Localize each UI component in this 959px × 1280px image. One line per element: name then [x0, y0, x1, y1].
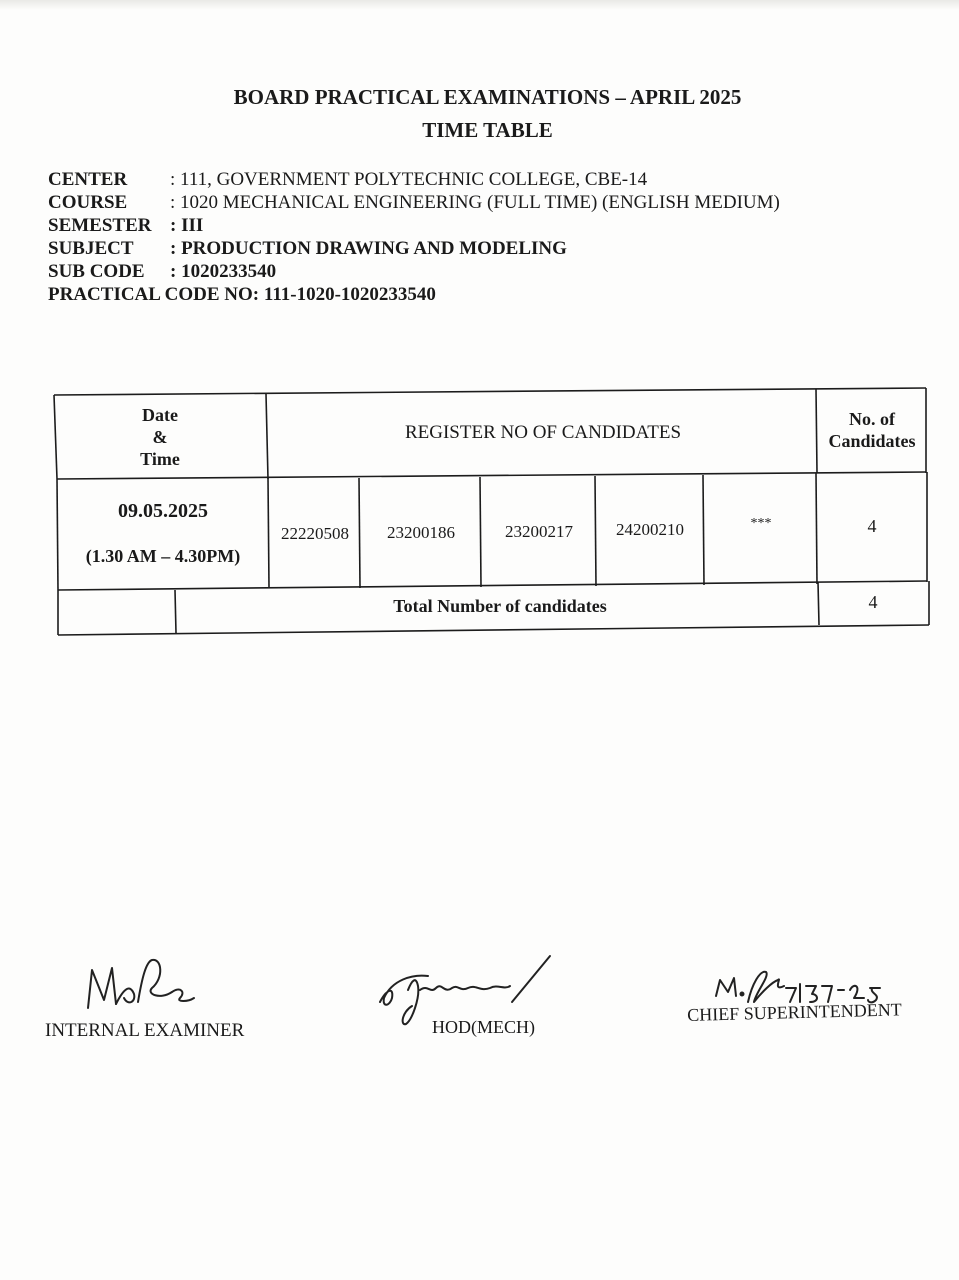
- register-number: 22220508: [281, 524, 349, 543]
- header-time: Time: [140, 449, 180, 469]
- header-register: REGISTER NO OF CANDIDATES: [404, 422, 682, 443]
- center-row: [48, 168, 780, 191]
- header-count-line1: No. of: [849, 409, 895, 429]
- exam-date: 09.05.2025: [118, 500, 208, 522]
- exam-details: [48, 168, 780, 306]
- internal-examiner-label: INTERNAL EXAMINER: [45, 1020, 245, 1041]
- scan-edge: [0, 0, 959, 10]
- semester-label: SEMESTER: [48, 215, 152, 236]
- course-row: [48, 191, 780, 214]
- subcode-label: SUB CODE: [48, 261, 145, 282]
- header-date: Date: [142, 405, 178, 425]
- course-value: : 1020 MECHANICAL ENGINEERING (FULL TIME) (ENGLISH MEDIUM): [170, 192, 780, 213]
- subject-row: [48, 237, 780, 260]
- subject-label: SUBJECT: [48, 238, 134, 259]
- total-label: Total Number of candidates: [393, 596, 607, 616]
- center-label: CENTER: [48, 169, 128, 190]
- subcode-value: : 1020233540: [170, 261, 277, 282]
- internal-examiner-signature: [80, 948, 200, 1018]
- document-title: BOARD PRACTICAL EXAMINATIONS – APRIL 2025: [233, 85, 742, 109]
- header-count-line2: Candidates: [828, 431, 916, 451]
- chief-superintendent-label: CHIEF SUPERINTENDENT: [687, 999, 902, 1025]
- subject-value: : PRODUCTION DRAWING AND MODELING: [170, 238, 567, 259]
- center-value: : 111, GOVERNMENT POLYTECHNIC COLLEGE, CBE-14: [170, 169, 648, 190]
- register-number: 23200217: [505, 522, 573, 541]
- course-label: COURSE: [48, 192, 128, 213]
- header-count: [818, 408, 926, 452]
- header-ampersand: &: [152, 427, 168, 447]
- semester-value: : III: [170, 215, 204, 236]
- practical-code: PRACTICAL CODE NO: 111-1020-1020233540: [48, 284, 436, 305]
- exam-time: (1.30 AM – 4.30PM): [85, 546, 241, 566]
- semester-row: [48, 214, 780, 237]
- subcode-row: [48, 260, 780, 283]
- total-count: 4: [868, 592, 878, 612]
- register-number: ***: [750, 516, 772, 531]
- document-subtitle: TIME TABLE: [422, 118, 553, 142]
- register-number: 23200186: [387, 523, 455, 542]
- register-number: 24200210: [616, 520, 684, 539]
- row-count: 4: [867, 516, 877, 536]
- header-date-time: [110, 404, 210, 470]
- hod-label: HOD(MECH): [432, 1017, 535, 1037]
